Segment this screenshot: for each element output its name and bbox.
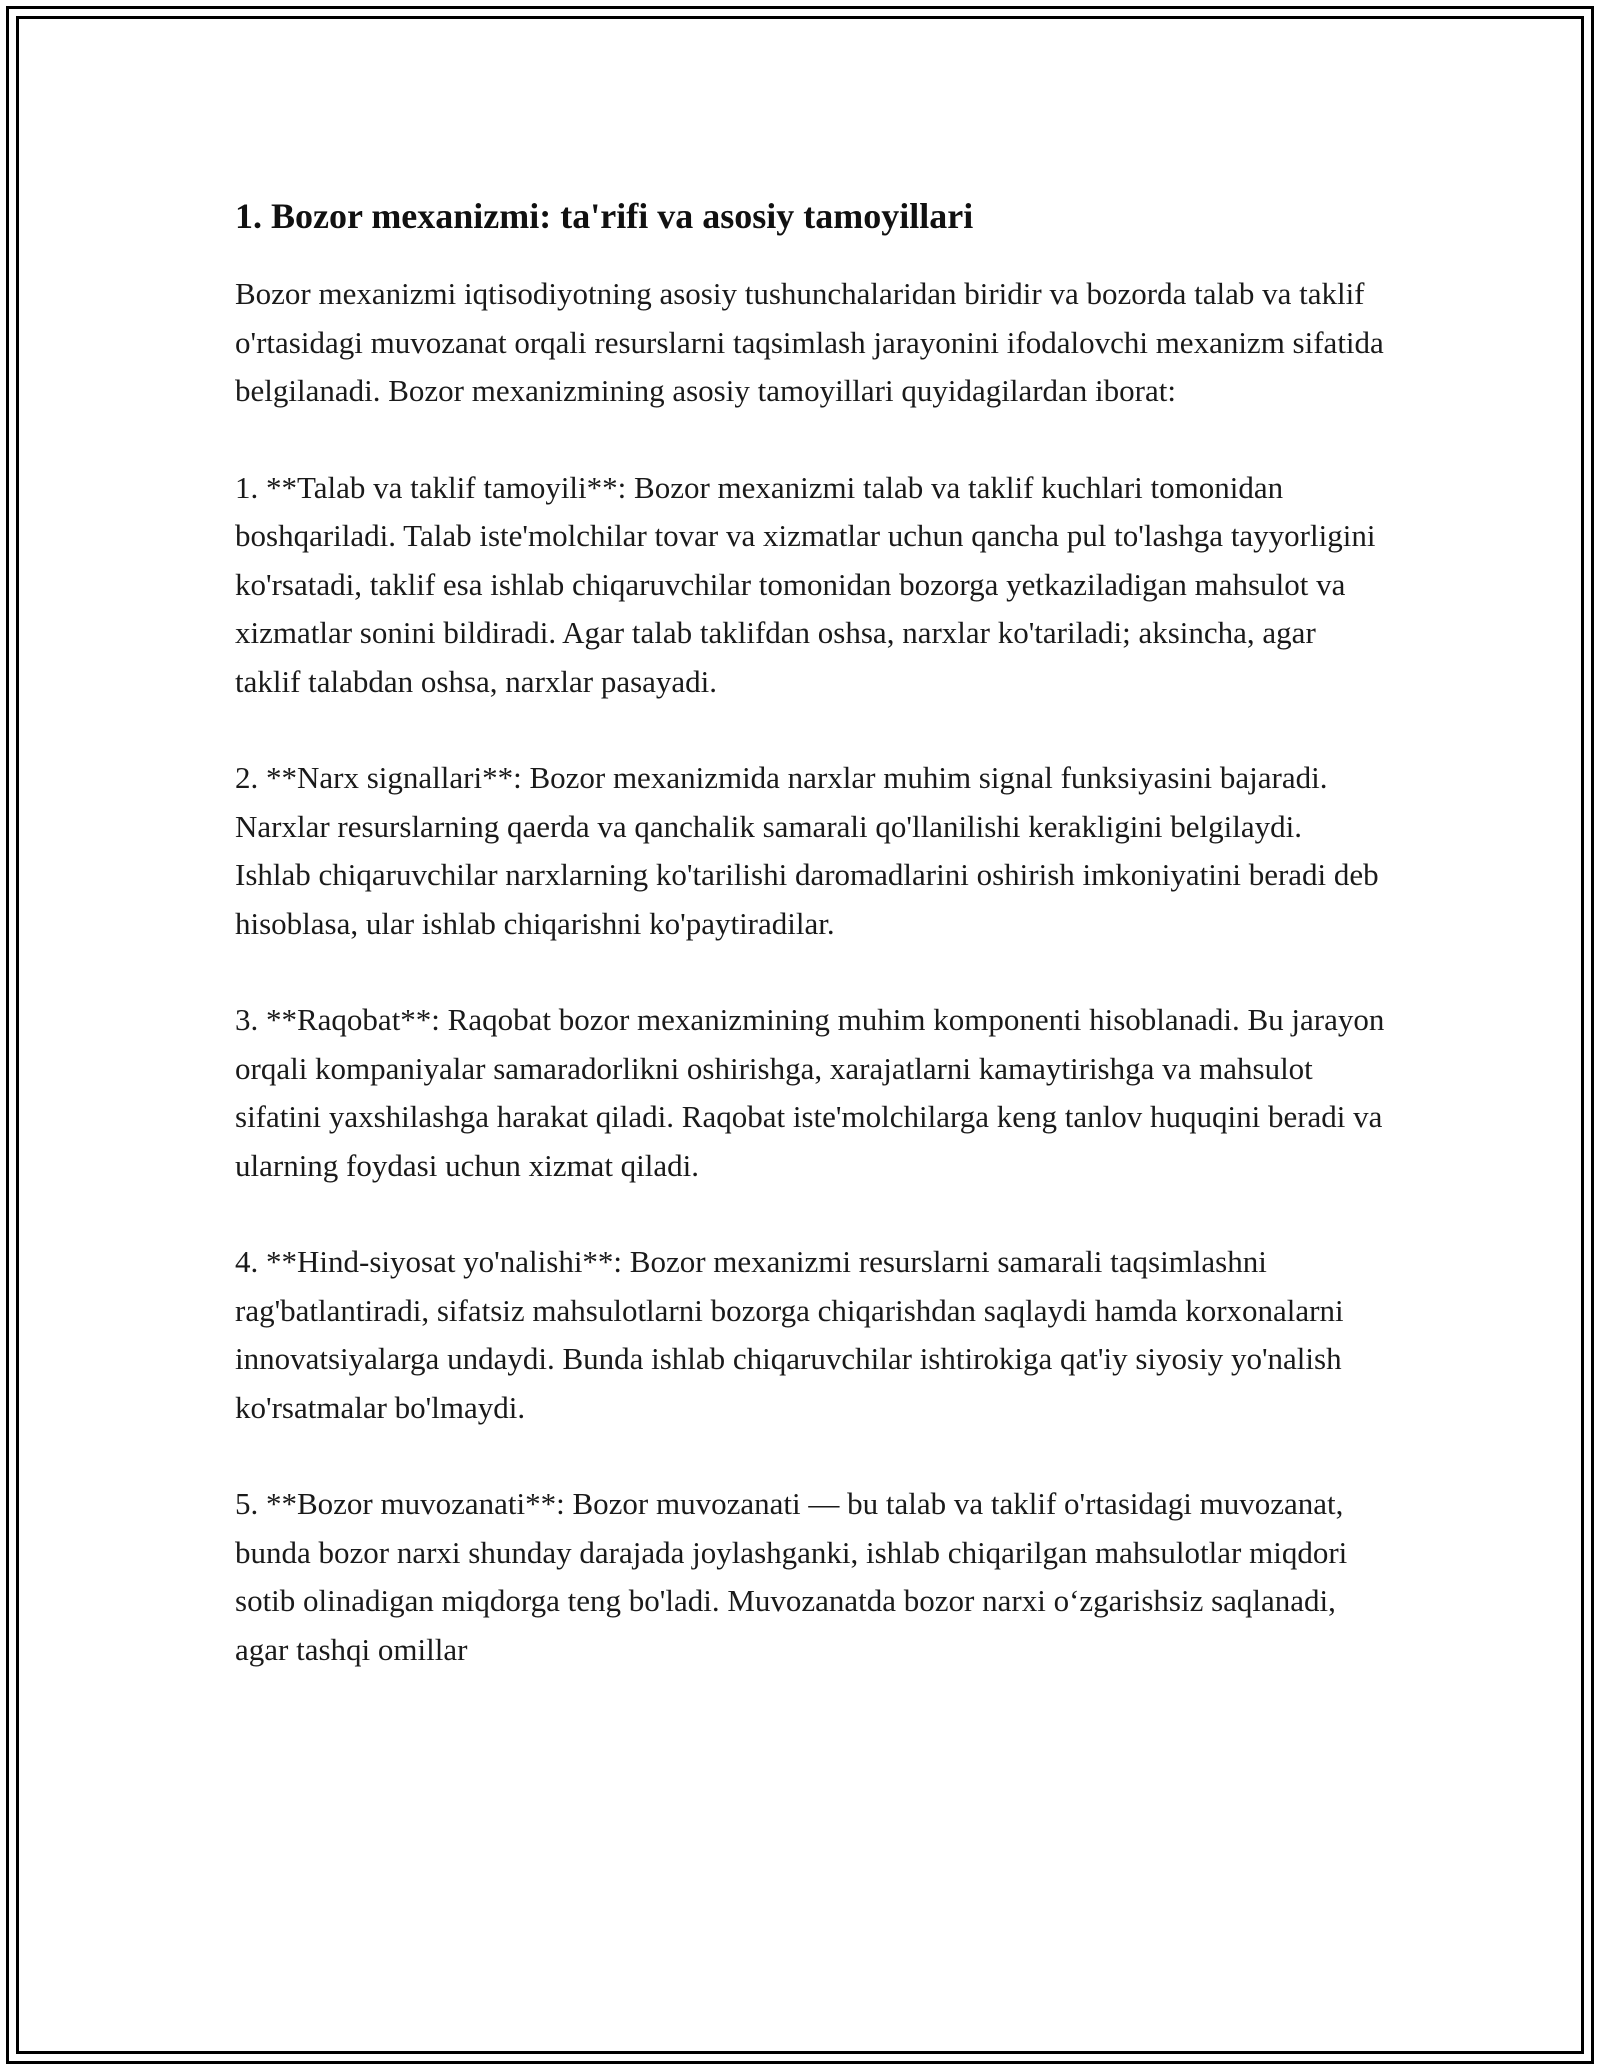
point-supply-demand: 1. **Talab va taklif tamoyili**: Bozor mexanizmi talab va taklif kuchlari tomonidan boshqariladi. Talab iste'molchilar tovar va xizmatlar uchun qancha pul to'lashga tayyorligini ko'rsatadi, taklif esa ishlab chiqaruvchilar tomonidan bozorga yetkaziladigan mahsulot va xizmatlar sonini bildiradi. Agar talab taklifdan oshsa, narxlar ko'tariladi; aksincha, agar taklif talabdan oshsa, narxlar pasayadi.	[235, 469, 1376, 699]
section-title: 1. Bozor mexanizmi: ta'rifi va asosiy tamoyillari	[235, 196, 974, 236]
point-competition: 3. **Raqobat**: Raqobat bozor mexanizmining muhim komponenti hisoblanadi. Bu jarayon orqali kompaniyalar samaradorlikni oshirishga, xarajatlarni kamaytirishga va mahsulot sifatini yaxshilashga harakat qiladi. Raqobat iste'molchilarga keng tanlov huquqini beradi va ularning foydasi uchun xizmat qiladi.	[235, 1002, 1385, 1183]
point-price-signals: 2. **Narx signallari**: Bozor mexanizmida narxlar muhim signal funksiyasini bajaradi. Narxlar resurslarning qaerda va qanchalik samarali qo'llanilishi kerakligini belgilaydi. Ishlab chiqaruvchilar narxlarning ko'tarilishi daromadlarini oshirish imkoniyatini beradi deb hisoblasa, ular ishlab chiqarishni ko'paytiradilar.	[235, 760, 1379, 941]
point-policy-direction: 4. **Hind-siyosat yo'nalishi**: Bozor mexanizmi resurslarni samarali taqsimlashni rag'batlantiradi, sifatsiz mahsulotlarni bozorga chiqarishdan saqlaydi hamda korxonalarni innovatsiyalarga undaydi. Bunda ishlab chiqaruvchilar ishtirokiga qat'iy siyosiy yo'nalish ko'rsatmalar bo'lmaydi.	[235, 1244, 1344, 1425]
intro-paragraph: Bozor mexanizmi iqtisodiyotning asosiy tushunchalaridan biridir va bozorda talab va taklif o'rtasidagi muvozanat orqali resurslarni taqsimlash jarayonini ifodalovchi mexanizm sifatida belgilanadi. Bozor mexanizmining asosiy tamoyillari quyidagilardan iborat:	[235, 276, 1384, 408]
point-market-equilibrium: 5. **Bozor muvozanati**: Bozor muvozanati — bu talab va taklif o'rtasidagi muvozanat, bunda bozor narxi shunday darajada joylashganki, ishlab chiqarilgan mahsulotlar miqdori sotib olinadigan miqdorga teng bo'ladi. Muvozanatda bozor narxi o‘zgarishsiz saqlanadi, agar tashqi omillar	[235, 1486, 1348, 1667]
document-body	[235, 190, 1385, 1722]
